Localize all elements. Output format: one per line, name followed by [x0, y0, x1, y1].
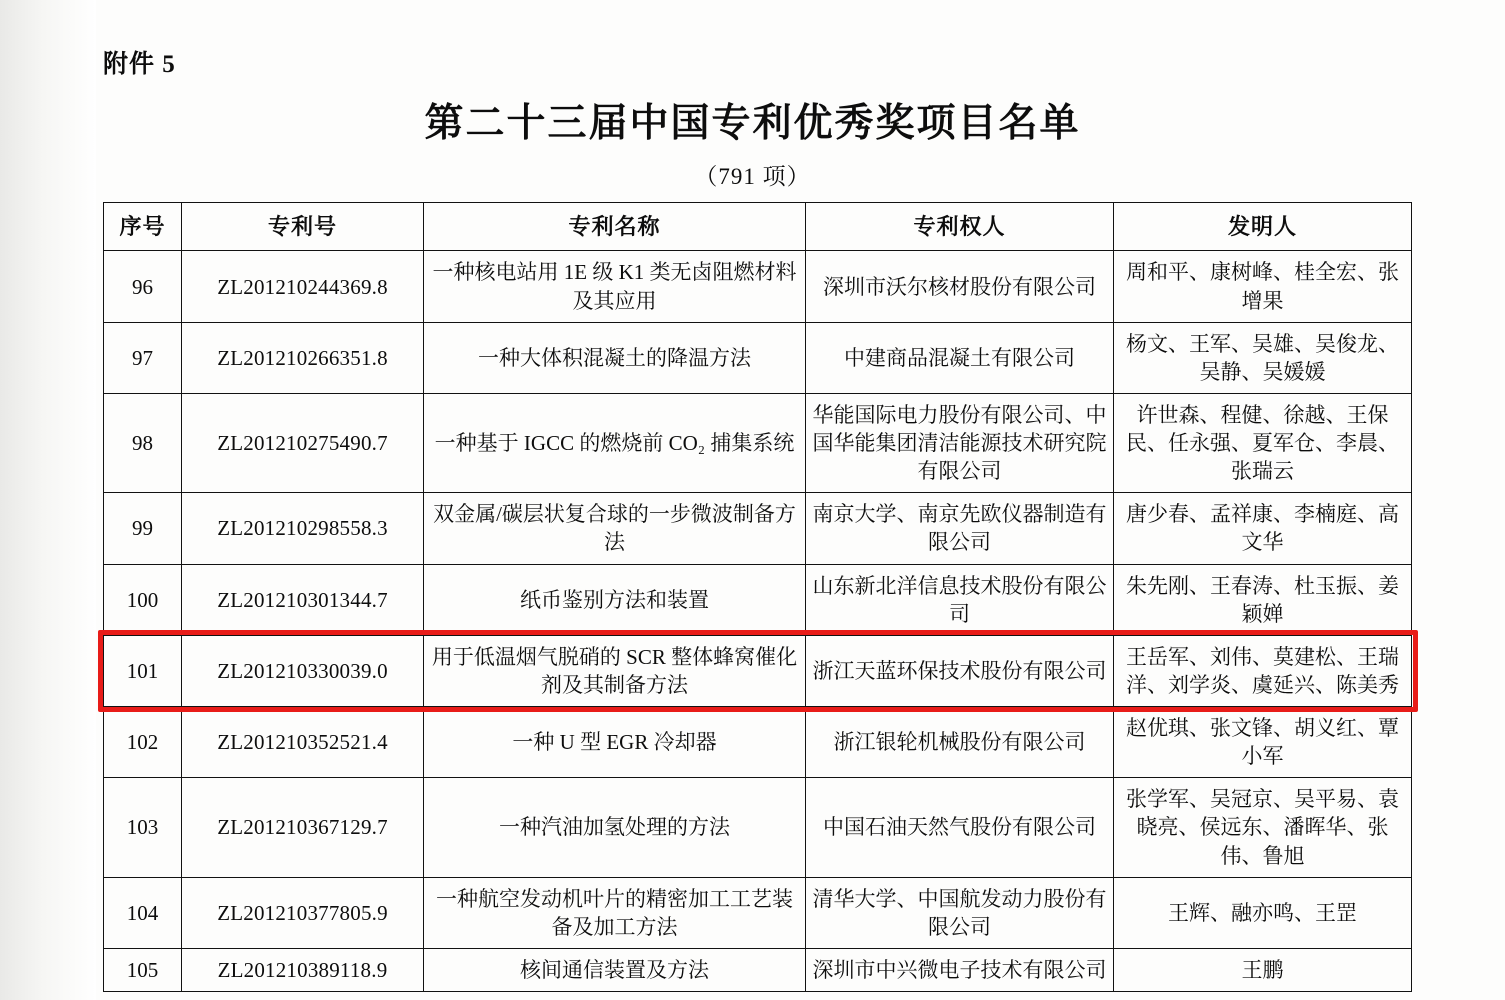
patent-index-cell: 105 [104, 948, 182, 991]
patent-inventors-cell: 王岳军、刘伟、莫建松、王瑞洋、刘学炎、虞延兴、陈美秀 [1114, 635, 1412, 706]
patent-inventors-cell: 赵优琪、张文锋、胡义红、覃小军 [1114, 707, 1412, 778]
patent-inventors-cell: 唐少春、孟祥康、李楠庭、高文华 [1114, 493, 1412, 564]
patent-owner-cell: 深圳市中兴微电子技术有限公司 [806, 948, 1114, 991]
patent-inventors-cell: 朱先刚、王春涛、杜玉振、姜颖婵 [1114, 564, 1412, 635]
table-row [104, 948, 1412, 991]
patent-owner-cell: 中国石油天然气股份有限公司 [806, 778, 1114, 877]
patent-name-cell: 一种 U 型 EGR 冷却器 [424, 707, 806, 778]
patent-list-table-wrapper [103, 202, 1411, 992]
patent-number-cell: ZL201210275490.7 [182, 393, 424, 492]
patent-number-cell: ZL201210298558.3 [182, 493, 424, 564]
patent-owner-cell: 深圳市沃尔核材股份有限公司 [806, 251, 1114, 322]
column-header-inventors: 发明人 [1114, 203, 1412, 251]
patent-owner-cell: 浙江天蓝环保技术股份有限公司 [806, 635, 1114, 706]
table-row [104, 322, 1412, 393]
table-row [104, 493, 1412, 564]
patent-owner-cell: 山东新北洋信息技术股份有限公司 [806, 564, 1114, 635]
patent-number-cell: ZL201210244369.8 [182, 251, 424, 322]
page-subtitle: （791 项） [694, 164, 811, 189]
patent-owner-cell: 浙江银轮机械股份有限公司 [806, 707, 1114, 778]
column-header-patent-name: 专利名称 [424, 203, 806, 251]
scan-shadow-edge [0, 0, 96, 1000]
patent-number-cell: ZL201210367129.7 [182, 778, 424, 877]
patent-name-cell: 双金属/碳层状复合球的一步微波制备方法 [424, 493, 806, 564]
column-header-patent-number: 专利号 [182, 203, 424, 251]
patent-index-cell: 98 [104, 393, 182, 492]
patent-number-cell: ZL201210389118.9 [182, 948, 424, 991]
patent-index-cell: 101 [104, 635, 182, 706]
patent-index-cell: 100 [104, 564, 182, 635]
table-row [104, 877, 1412, 948]
page-title: 第二十三届中国专利优秀奖项目名单 [424, 102, 1081, 145]
patent-index-cell: 104 [104, 877, 182, 948]
patent-inventors-cell: 王辉、融亦鸣、王罡 [1114, 877, 1412, 948]
patent-inventors-cell: 周和平、康树峰、桂全宏、张增果 [1114, 251, 1412, 322]
patent-owner-cell: 华能国际电力股份有限公司、中国华能集团清洁能源技术研究院有限公司 [806, 393, 1114, 492]
patent-index-cell: 97 [104, 322, 182, 393]
patent-index-cell: 96 [104, 251, 182, 322]
patent-inventors-cell: 许世森、程健、徐越、王保民、任永强、夏军仓、李晨、张瑞云 [1114, 393, 1412, 492]
table-row [104, 635, 1412, 706]
patent-index-cell: 103 [104, 778, 182, 877]
patent-number-cell: ZL201210266351.8 [182, 322, 424, 393]
patent-owner-cell: 清华大学、中国航发动力股份有限公司 [806, 877, 1114, 948]
patent-owner-cell: 中建商品混凝土有限公司 [806, 322, 1114, 393]
patent-name-cell: 用于低温烟气脱硝的 SCR 整体蜂窝催化剂及其制备方法 [424, 635, 806, 706]
patent-number-cell: ZL201210330039.0 [182, 635, 424, 706]
column-header-patent-owner: 专利权人 [806, 203, 1114, 251]
patent-name-cell: 一种航空发动机叶片的精密加工工艺装备及加工方法 [424, 877, 806, 948]
attachment-label: 附件 5 [103, 51, 176, 78]
patent-inventors-cell: 张学军、吴冠京、吴平易、袁晓亮、侯远东、潘晖华、张伟、鲁旭 [1114, 778, 1412, 877]
patent-inventors-cell: 杨文、王军、吴雄、吴俊龙、吴静、吴媛媛 [1114, 322, 1412, 393]
table-row [104, 393, 1412, 492]
patent-number-cell: ZL201210301344.7 [182, 564, 424, 635]
patent-name-cell: 一种核电站用 1E 级 K1 类无卤阻燃材料及其应用 [424, 251, 806, 322]
patent-index-cell: 102 [104, 707, 182, 778]
patent-name-cell: 一种大体积混凝土的降温方法 [424, 322, 806, 393]
column-header-index: 序号 [104, 203, 182, 251]
table-row [104, 707, 1412, 778]
patent-list-table [103, 202, 1412, 992]
table-body [104, 251, 1412, 992]
patent-owner-cell: 南京大学、南京先欧仪器制造有限公司 [806, 493, 1114, 564]
patent-name-cell: 核间通信装置及方法 [424, 948, 806, 991]
patent-name-cell: 一种基于 IGCC 的燃烧前 CO₂ 捕集系统 [424, 393, 806, 492]
table-row [104, 778, 1412, 877]
patent-name-cell: 纸币鉴别方法和装置 [424, 564, 806, 635]
patent-number-cell: ZL201210352521.4 [182, 707, 424, 778]
table-row [104, 251, 1412, 322]
patent-index-cell: 99 [104, 493, 182, 564]
table-row [104, 564, 1412, 635]
patent-number-cell: ZL201210377805.9 [182, 877, 424, 948]
table-header-row [104, 203, 1412, 251]
patent-inventors-cell: 王鹏 [1114, 948, 1412, 991]
patent-name-cell: 一种汽油加氢处理的方法 [424, 778, 806, 877]
